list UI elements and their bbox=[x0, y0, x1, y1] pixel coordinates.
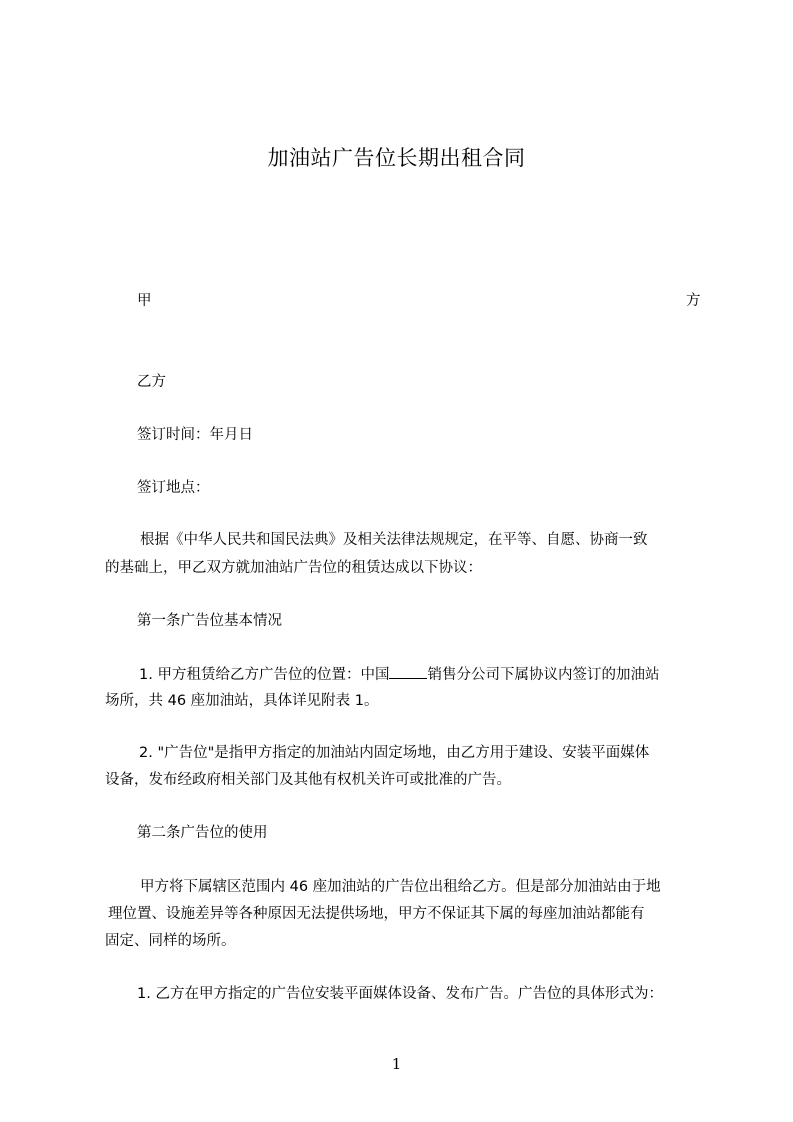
document-title: 加油站广告位长期出租合同 bbox=[267, 146, 526, 170]
sign-date-line: 签订时间：年月日 bbox=[137, 427, 253, 443]
article-2-paragraph-line-2: 理位置、设施差异等各种原因无法提供场地，甲方不保证其下属的每座加油站都能有 bbox=[108, 906, 645, 922]
party-a-label-first-char: 甲 bbox=[137, 293, 152, 309]
page-number: 1 bbox=[391, 1055, 402, 1073]
blank-underline bbox=[389, 664, 427, 679]
sign-place-line: 签订地点： bbox=[137, 480, 210, 496]
article-2-heading: 第二条广告位的使用 bbox=[137, 825, 268, 841]
article-1-item-1-line-2: 场所，共 46 座加油站，具体详见附表 1。 bbox=[105, 693, 379, 709]
article-1-item-1-line-1 bbox=[139, 664, 659, 685]
article-1-item-2-line-1: 2. "广告位"是指甲方指定的加油站内固定场地，由乙方用于建设、安装平面媒体 bbox=[139, 745, 650, 761]
party-b-label: 乙方 bbox=[137, 374, 166, 390]
article-1-item-1-prefix: 1. 甲方租赁给乙方广告位的位置：中国 bbox=[139, 667, 390, 683]
article-1-item-2-line-2: 设备，发布经政府相关部门及其他有权机关许可或批准的广告。 bbox=[105, 772, 511, 788]
preamble-line-2: 的基础上，甲乙双方就加油站广告位的租赁达成以下协议： bbox=[105, 560, 482, 576]
article-2-item-1-line-1: 1. 乙方在甲方指定的广告位安装平面媒体设备、发布广告。广告位的具体形式为： bbox=[137, 986, 663, 1002]
article-2-paragraph-line-3: 固定、同样的场所。 bbox=[105, 933, 236, 949]
article-2-paragraph-line-1: 甲方将下属辖区范围内 46 座加油站的广告位出租给乙方。但是部分加油站由于地 bbox=[140, 879, 661, 895]
party-a-label-last-char: 方 bbox=[686, 293, 701, 309]
article-1-heading: 第一条广告位基本情况 bbox=[137, 613, 282, 629]
preamble-line-1: 根据《中华人民共和国民法典》及相关法律法规规定，在平等、自愿、协商一致 bbox=[140, 532, 648, 548]
article-1-item-1-suffix: 销售分公司下属协议内签订的加油站 bbox=[427, 667, 660, 683]
